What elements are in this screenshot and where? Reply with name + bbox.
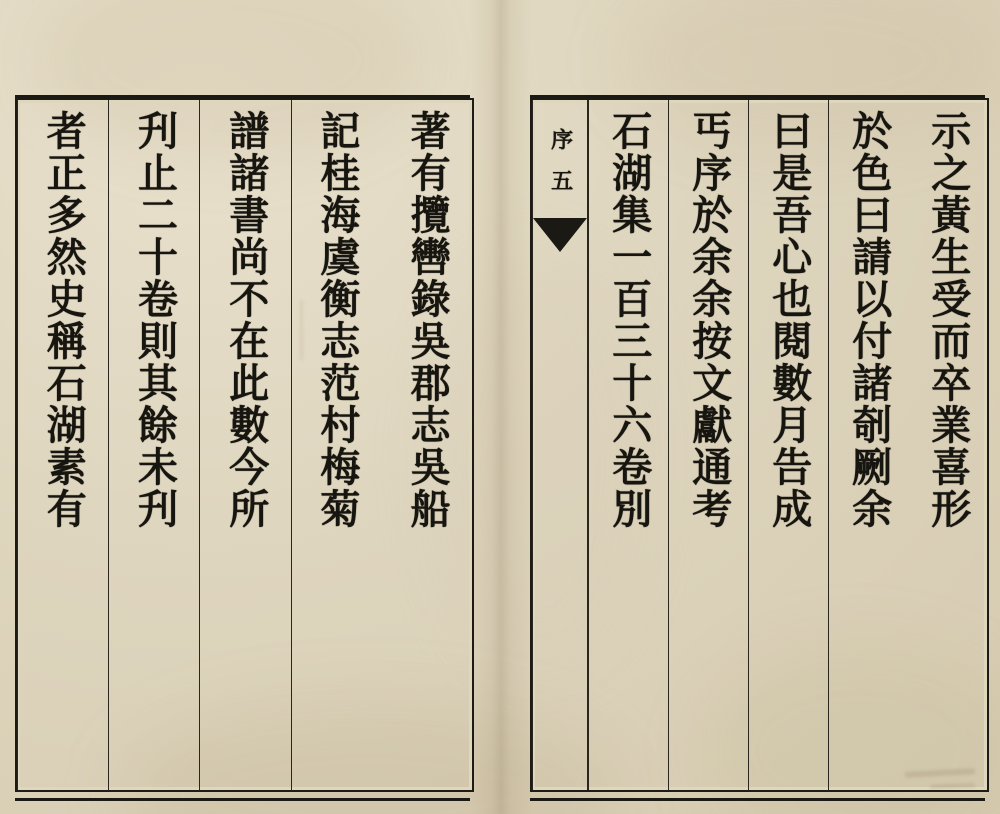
left-page-text-block xyxy=(15,98,474,792)
column-text: 著有攬轡錄吳郡志吳船 xyxy=(404,110,452,530)
text-column-2 xyxy=(828,100,908,790)
column-text: 示之黃生受而卒業喜形 xyxy=(924,110,972,530)
text-column-7 xyxy=(291,100,382,790)
column-text: 記桂海虞衡志范村梅菊 xyxy=(313,110,361,530)
text-column-8 xyxy=(199,100,290,790)
column-text: 於色曰請以付諸剞劂余 xyxy=(845,110,893,530)
left-page-columns xyxy=(17,100,472,790)
text-column-4 xyxy=(668,100,748,790)
fold-title: 序 xyxy=(547,128,574,151)
column-text: 譜諸書尚不在此數今所 xyxy=(222,110,270,530)
text-column-10 xyxy=(17,100,108,790)
column-text: 丐序於余余按文獻通考 xyxy=(685,110,733,530)
right-page-columns xyxy=(532,100,987,790)
fish-tail-icon xyxy=(533,218,587,252)
right-page-text-block xyxy=(530,98,989,792)
book-gutter-shadow xyxy=(470,0,532,814)
text-column-9 xyxy=(108,100,199,790)
text-column-6 xyxy=(382,100,472,790)
text-column-1 xyxy=(908,100,987,790)
column-text: 刋止二十卷則其餘未刋 xyxy=(131,110,179,530)
column-text: 者正多然史稱石湖素有 xyxy=(40,110,88,530)
fold-page-number: 五 xyxy=(547,169,574,192)
text-column-5 xyxy=(588,100,668,790)
text-column-3 xyxy=(748,100,828,790)
center-fold-banxin xyxy=(532,100,588,790)
column-text: 石湖集一百三十六卷別 xyxy=(605,110,653,530)
column-text: 曰是吾心也閱數月告成 xyxy=(765,110,813,530)
